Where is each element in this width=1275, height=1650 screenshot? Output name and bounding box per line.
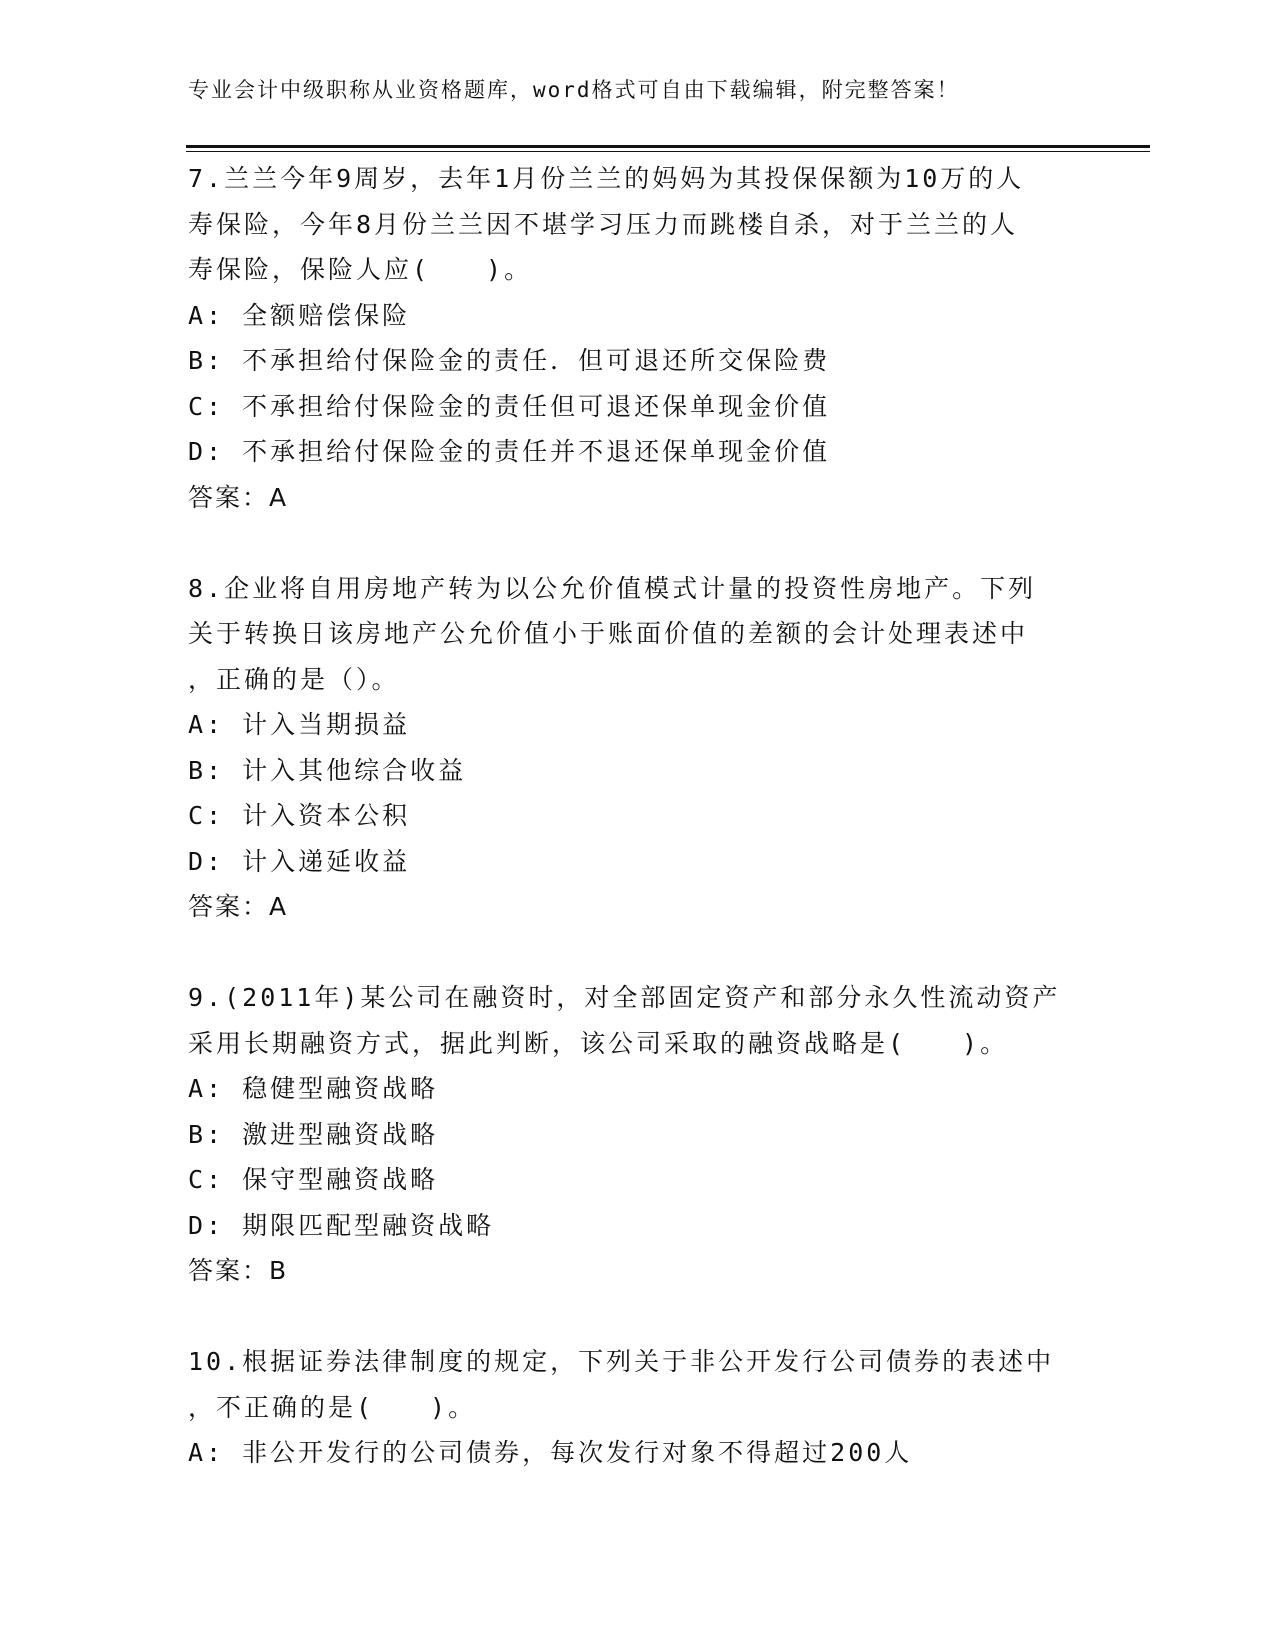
answer-line: 答案：A — [188, 482, 289, 512]
option-a: A: 稳健型融资战略 — [188, 1074, 439, 1103]
question-stem-line: 7.兰兰今年9周岁，去年1月份兰兰的妈妈为其投保保额为10万的人 — [188, 164, 1025, 193]
header-rule-thin — [186, 151, 1150, 152]
option-b: B: 计入其他综合收益 — [188, 755, 467, 785]
question-list — [188, 156, 1088, 1476]
option-c: C: 计入资本公积 — [188, 801, 411, 830]
option-b: B: 激进型融资战略 — [188, 1119, 439, 1149]
option-c: C: 保守型融资战略 — [188, 1165, 439, 1194]
question-stem-line: 寿保险，保险人应( )。 — [188, 255, 533, 284]
question-stem-line: 寿保险，今年8月份兰兰因不堪学习压力而跳楼自杀，对于兰兰的人 — [188, 209, 1019, 239]
option-d: D: 计入递延收益 — [188, 846, 411, 876]
question-stem-line: 关于转换日该房地产公允价值小于账面价值的差额的会计处理表述中 — [188, 619, 1029, 648]
question-8 — [188, 566, 1088, 930]
question-9 — [188, 975, 1088, 1294]
question-spacer — [188, 1294, 1088, 1340]
option-d: D: 不承担给付保险金的责任并不退还保单现金价值 — [188, 437, 831, 466]
option-a: A: 全额赔偿保险 — [188, 300, 411, 330]
question-stem-line: 8.企业将自用房地产转为以公允价值模式计量的投资性房地产。下列 — [188, 573, 1037, 603]
question-stem-line: 10.根据证券法律制度的规定，下列关于非公开发行公司债券的表述中 — [188, 1347, 1055, 1376]
answer-line: 答案：A — [188, 892, 289, 921]
question-stem-line: 采用长期融资方式，据此判断，该公司采取的融资战略是( )。 — [188, 1028, 1009, 1058]
answer-line: 答案：B — [188, 1256, 289, 1285]
question-10 — [188, 1339, 1088, 1476]
question-stem-line: 9.(2011年)某公司在融资时，对全部固定资产和部分永久性流动资产 — [188, 983, 1061, 1012]
option-d: D: 期限匹配型融资战略 — [188, 1210, 495, 1240]
question-spacer — [188, 930, 1088, 976]
page-header: 专业会计中级职称从业资格题库，word格式可自由下载编辑，附完整答案！ — [188, 78, 960, 102]
header-rule-thick — [186, 145, 1150, 148]
question-7 — [188, 156, 1088, 520]
option-b: B: 不承担给付保险金的责任．但可退还所交保险费 — [188, 346, 831, 375]
option-a: A: 非公开发行的公司债券，每次发行对象不得超过200人 — [188, 1438, 913, 1467]
option-a: A: 计入当期损益 — [188, 710, 411, 739]
option-c: C: 不承担给付保险金的责任但可退还保单现金价值 — [188, 391, 831, 421]
question-stem-line: ，不正确的是( )。 — [188, 1392, 477, 1422]
question-spacer — [188, 520, 1088, 566]
question-stem-line: ，正确的是（）。 — [188, 664, 400, 694]
